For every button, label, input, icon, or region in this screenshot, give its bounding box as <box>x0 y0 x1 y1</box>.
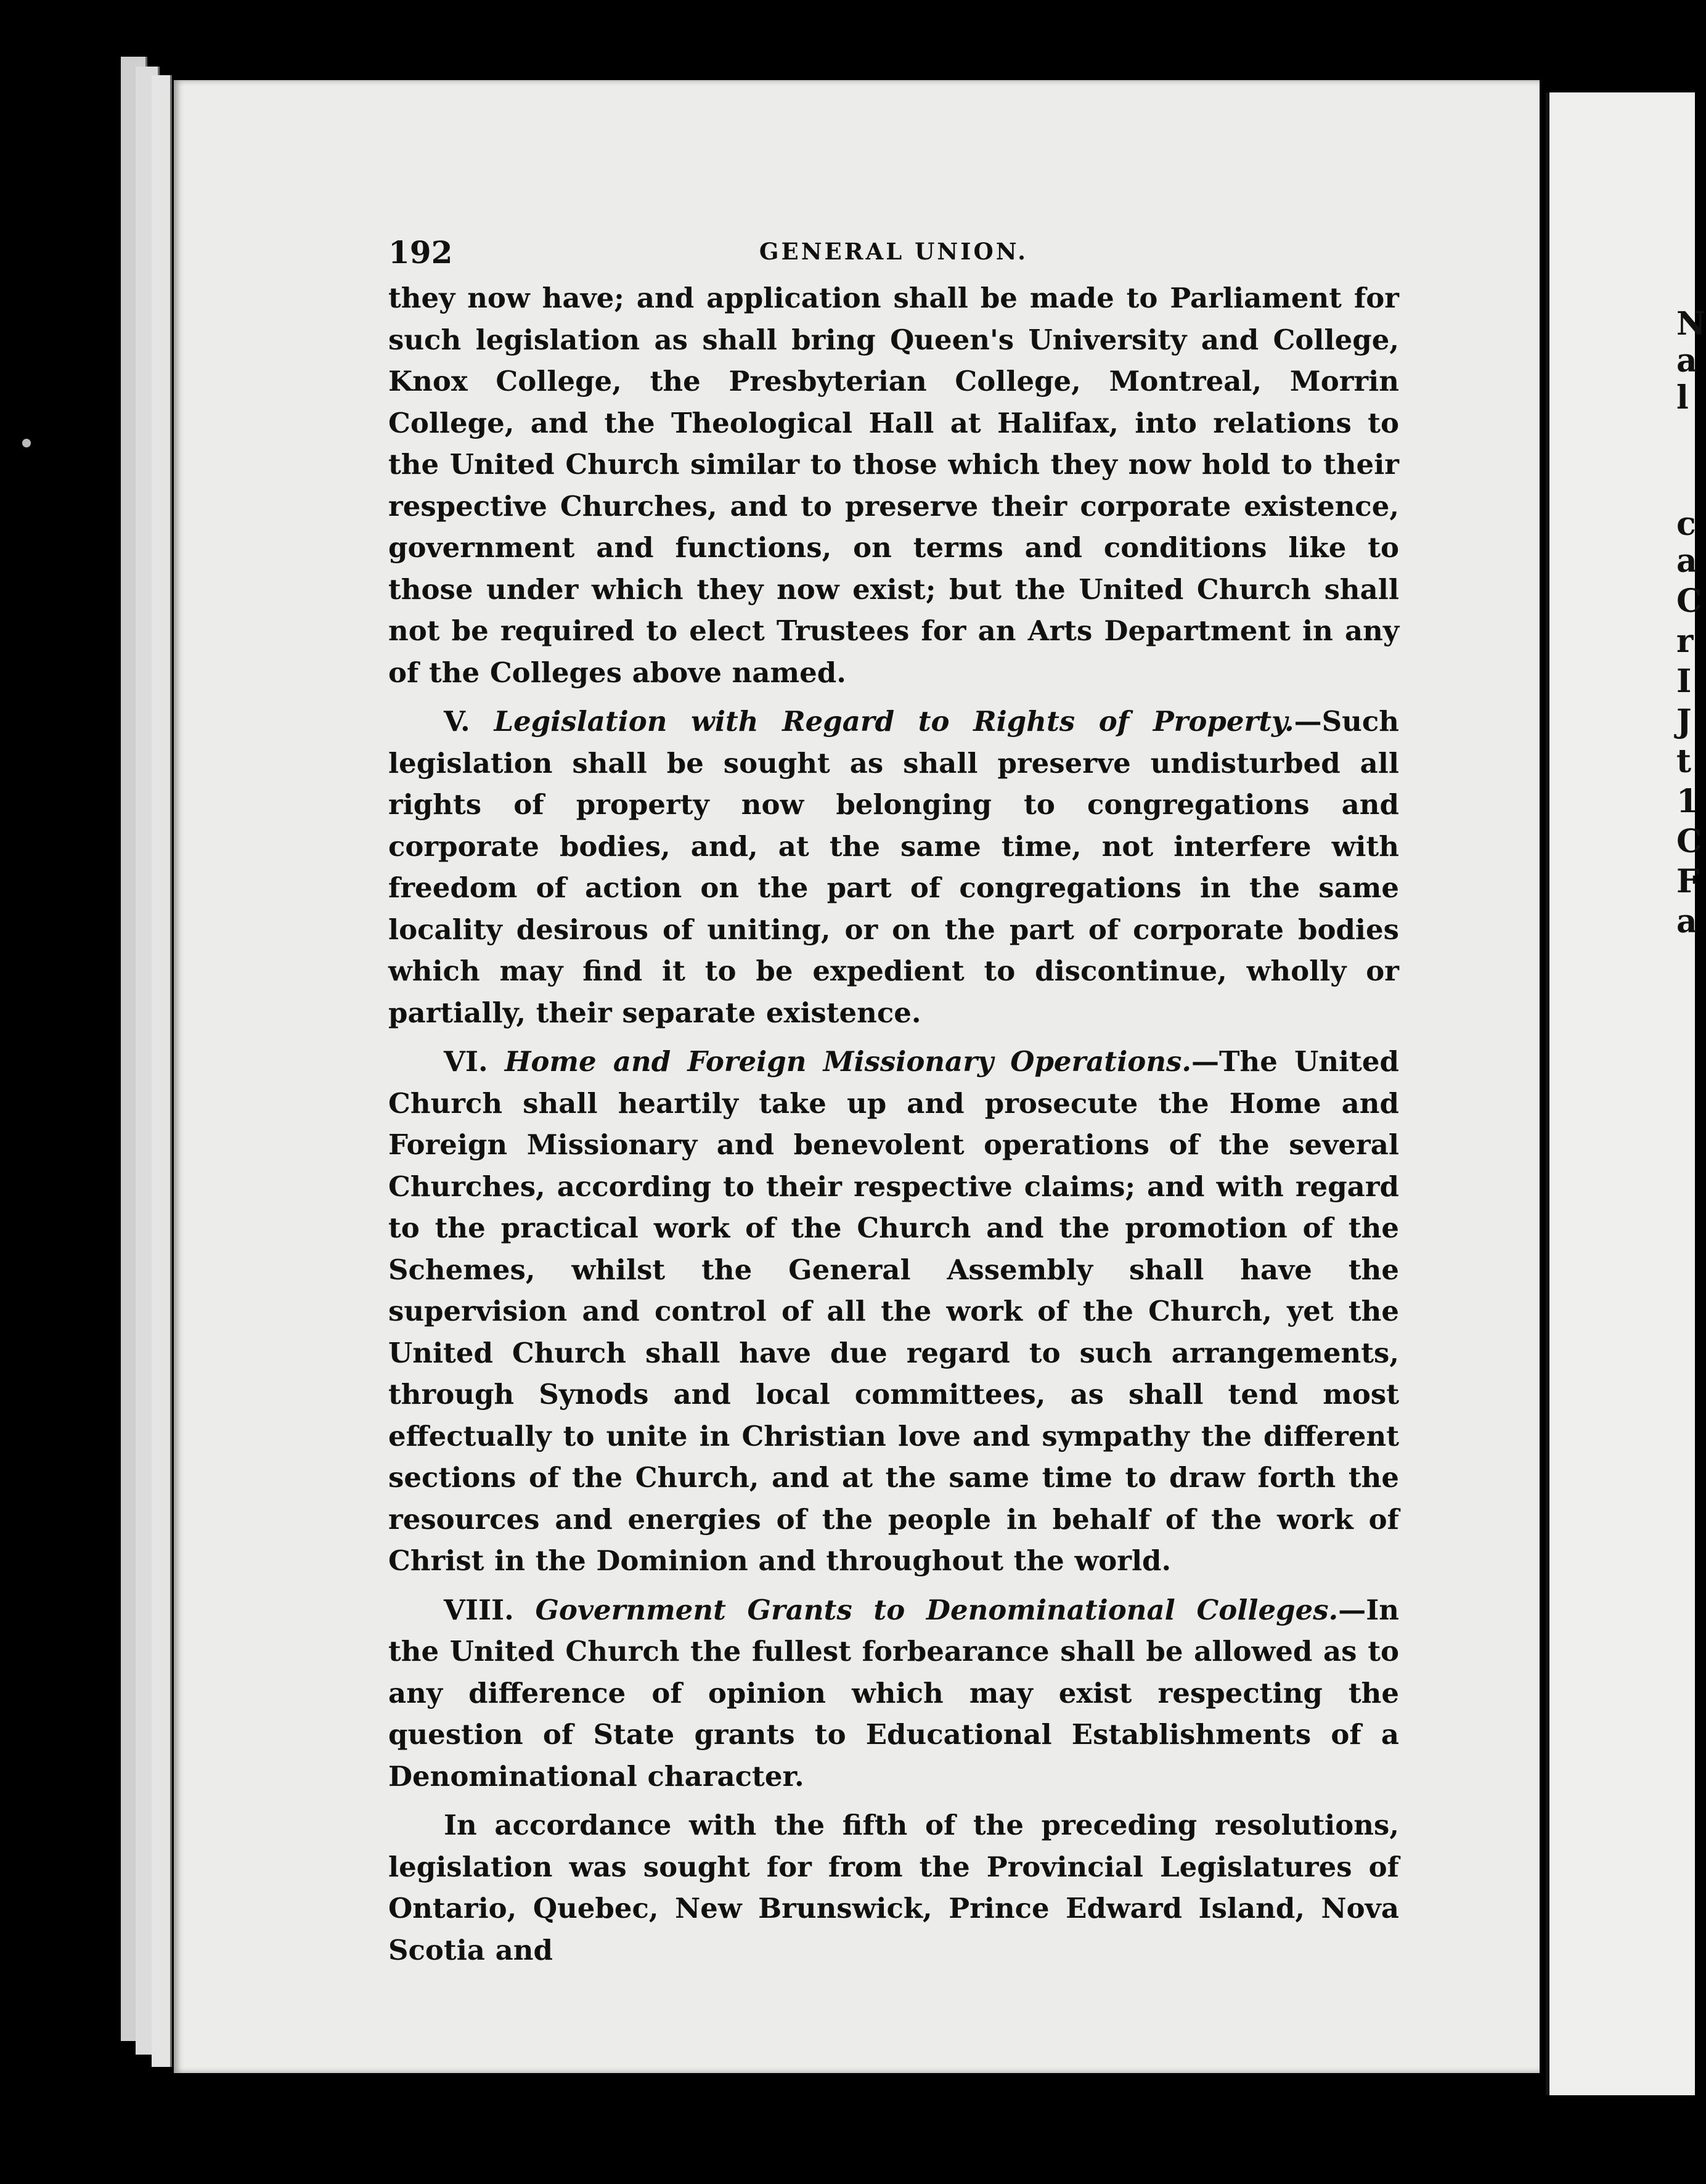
section-number: VI. <box>444 1045 488 1078</box>
facing-page-fragment: I <box>1676 662 1692 700</box>
facing-page <box>1546 92 1695 2095</box>
page-header <box>388 234 1399 277</box>
facing-page-fragment: c <box>1676 505 1696 543</box>
page-content <box>388 234 1399 1971</box>
section-number: V. <box>444 705 470 738</box>
section-heading: Legislation with Regard to Rights of Property. <box>494 705 1294 738</box>
facing-page-fragment: C <box>1676 823 1702 860</box>
facing-page-fragment: r <box>1676 622 1694 660</box>
paragraph <box>388 1804 1399 1971</box>
paragraph-text: —The United Church shall heartily take up and prosecute the Home and Foreign Missionary and benevolent operations of the several Churches, according to their respective claims; and with regard to the practical work of the Church and the promotion of the Schemes, whilst the General Assembly shall have the supervision and control of all the work of the Church, yet the United Church shall have due regard to such arrangements, through Synods and local committees, as shall tend most effectually to unite in Christian love and sympathy the different sections of the Church, and at the same time to draw forth the resources and energies of the people in behalf of the work of Christ in the Dominion and throughout the world. <box>388 1045 1400 1577</box>
facing-page-fragment: 1 <box>1676 783 1699 820</box>
facing-page-fragment: C <box>1676 582 1702 620</box>
paragraph-text: —In the United Church the fullest forbearance shall be allowed as to any difference of opinion which may exist respecting the question of State grants to Educational Establishments of a Denominational character. <box>388 1593 1399 1793</box>
facing-page-fragment: t <box>1676 743 1692 780</box>
page-number: 192 <box>388 234 453 271</box>
paragraph <box>388 277 1399 693</box>
paragraph <box>388 1589 1399 1798</box>
facing-page-fragment: a <box>1676 903 1697 940</box>
paragraph <box>388 1041 1399 1582</box>
facing-page-fragment: a <box>1676 542 1697 580</box>
section-heading: Government Grants to Denominational Colleges. <box>535 1593 1339 1626</box>
stray-mark <box>22 439 31 447</box>
section-heading: Home and Foreign Missionary Operations. <box>504 1045 1192 1078</box>
paragraph-text: In accordance with the fifth of the preceding resolutions, legislation was sought for from the Provincial Legislatures of Ontario, Quebec, New Brunswick, Prince Edward Island, Nova Scotia and <box>388 1809 1399 1966</box>
running-head: GENERAL UNION. <box>759 238 1029 265</box>
facing-page-fragment: l <box>1676 379 1689 417</box>
paragraph-text: they now have; and application shall be made to Parliament for such legislation as shall bring Queen's University and College, Knox College, the Presbyterian College, Montreal, Morrin College, and the Theological Hall at Halifax, into relations to the United Church similar to those which they now hold to their respective Churches, and to preserve their corporate existence, government and functions, on terms and conditions like to those under which they now exist; but the United Church shall not be required to elect Trustees for an Arts Department in any of the Colleges above named. <box>388 282 1399 689</box>
facing-page-fragment: F <box>1676 863 1699 900</box>
section-number: VIII. <box>444 1593 514 1626</box>
facing-page-fragment: J <box>1676 703 1692 740</box>
paragraph <box>388 701 1399 1033</box>
paragraph-text: —Such legislation shall be sought as shall preserve undisturbed all rights of property now belonging to congregations and corporate bodies, and, at the same time, not interfere with freedom of action on the part of congregations in the same locality desirous of uniting, or on the part of corporate bodies which may find it to be expedient to discontinue, wholly or partially, their separate existence. <box>388 705 1399 1029</box>
facing-page-fragment: a <box>1676 342 1697 380</box>
facing-page-fragment: N <box>1676 305 1706 343</box>
page-edge <box>152 75 172 2067</box>
